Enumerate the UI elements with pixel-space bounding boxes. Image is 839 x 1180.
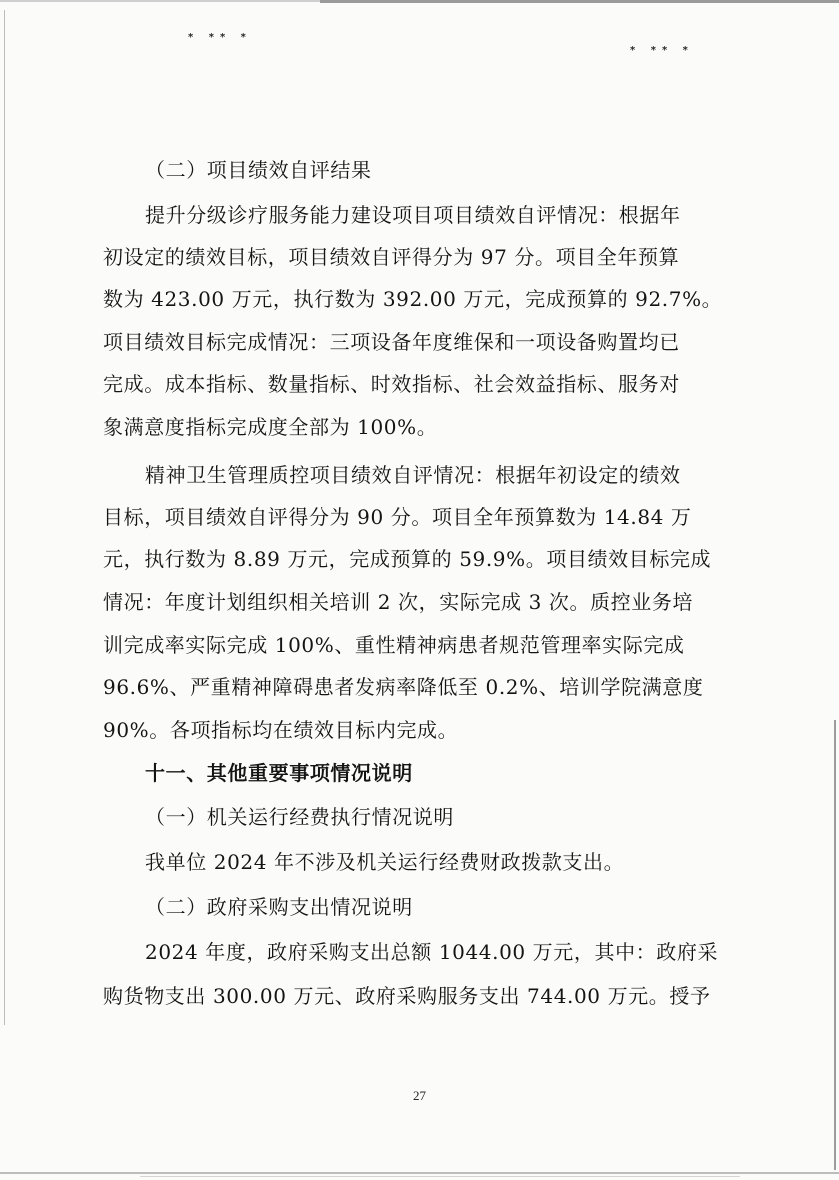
paragraph-line: 训完成率实际完成 100%、重性精神病患者规范管理率实际完成 <box>103 633 685 657</box>
paragraph-line: 目标，项目绩效自评得分为 90 分。项目全年预算数为 14.84 万 <box>103 505 692 529</box>
paragraph-line: 90%。各项指标均在绩效目标内完成。 <box>103 718 459 742</box>
header-mark-right: * ** * <box>630 45 694 56</box>
paragraph-line: 项目绩效目标完成情况：三项设备年度维保和一项设备购置均已 <box>103 330 680 354</box>
paragraph-line: 初设定的绩效目标，项目绩效自评得分为 97 分。项目全年预算 <box>103 245 680 269</box>
paragraph-line: 购货物支出 300.00 万元、政府采购服务支出 744.00 万元。授予 <box>103 984 711 1008</box>
paragraph-line: 精神卫生管理质控项目绩效自评情况：根据年初设定的绩效 <box>145 463 681 487</box>
paragraph-line: 元，执行数为 8.89 万元，完成预算的 59.9%。项目绩效目标完成 <box>103 547 712 571</box>
subsection-heading: （一）机关运行经费执行情况说明 <box>145 805 454 829</box>
paragraph-line: 象满意度指标完成度全部为 100%。 <box>103 415 438 439</box>
section-heading: 十一、其他重要事项情况说明 <box>145 761 413 785</box>
paragraph-line: 提升分级诊疗服务能力建设项目项目绩效自评情况：根据年 <box>145 203 681 227</box>
page-number: 27 <box>413 1088 426 1103</box>
subsection-heading: （二）政府采购支出情况说明 <box>145 895 413 919</box>
paragraph-line: 我单位 2024 年不涉及机关运行经费财政拨款支出。 <box>145 850 625 874</box>
scan-edge-top-dark <box>320 0 839 3</box>
paragraph-line: 96.6%、严重精神障碍患者发病率降低至 0.2%、培训学院满意度 <box>103 675 704 699</box>
header-mark-left: * ** * <box>188 32 252 43</box>
paragraph-line: 2024 年度，政府采购支出总额 1044.00 万元，其中：政府采 <box>145 940 719 964</box>
paragraph-line: 数为 423.00 万元，执行数为 392.00 万元，完成预算的 92.7%。 <box>103 287 723 311</box>
scan-edge-bottom-secondary <box>140 1176 740 1177</box>
scan-edge-left <box>4 10 5 1025</box>
paragraph-line: 完成。成本指标、数量指标、时效指标、社会效益指标、服务对 <box>103 372 680 396</box>
paragraph-line: 情况：年度计划组织相关培训 2 次，实际完成 3 次。质控业务培 <box>103 590 694 614</box>
subsection-heading: （二）项目绩效自评结果 <box>145 158 372 182</box>
scan-edge-bottom <box>0 1172 839 1174</box>
